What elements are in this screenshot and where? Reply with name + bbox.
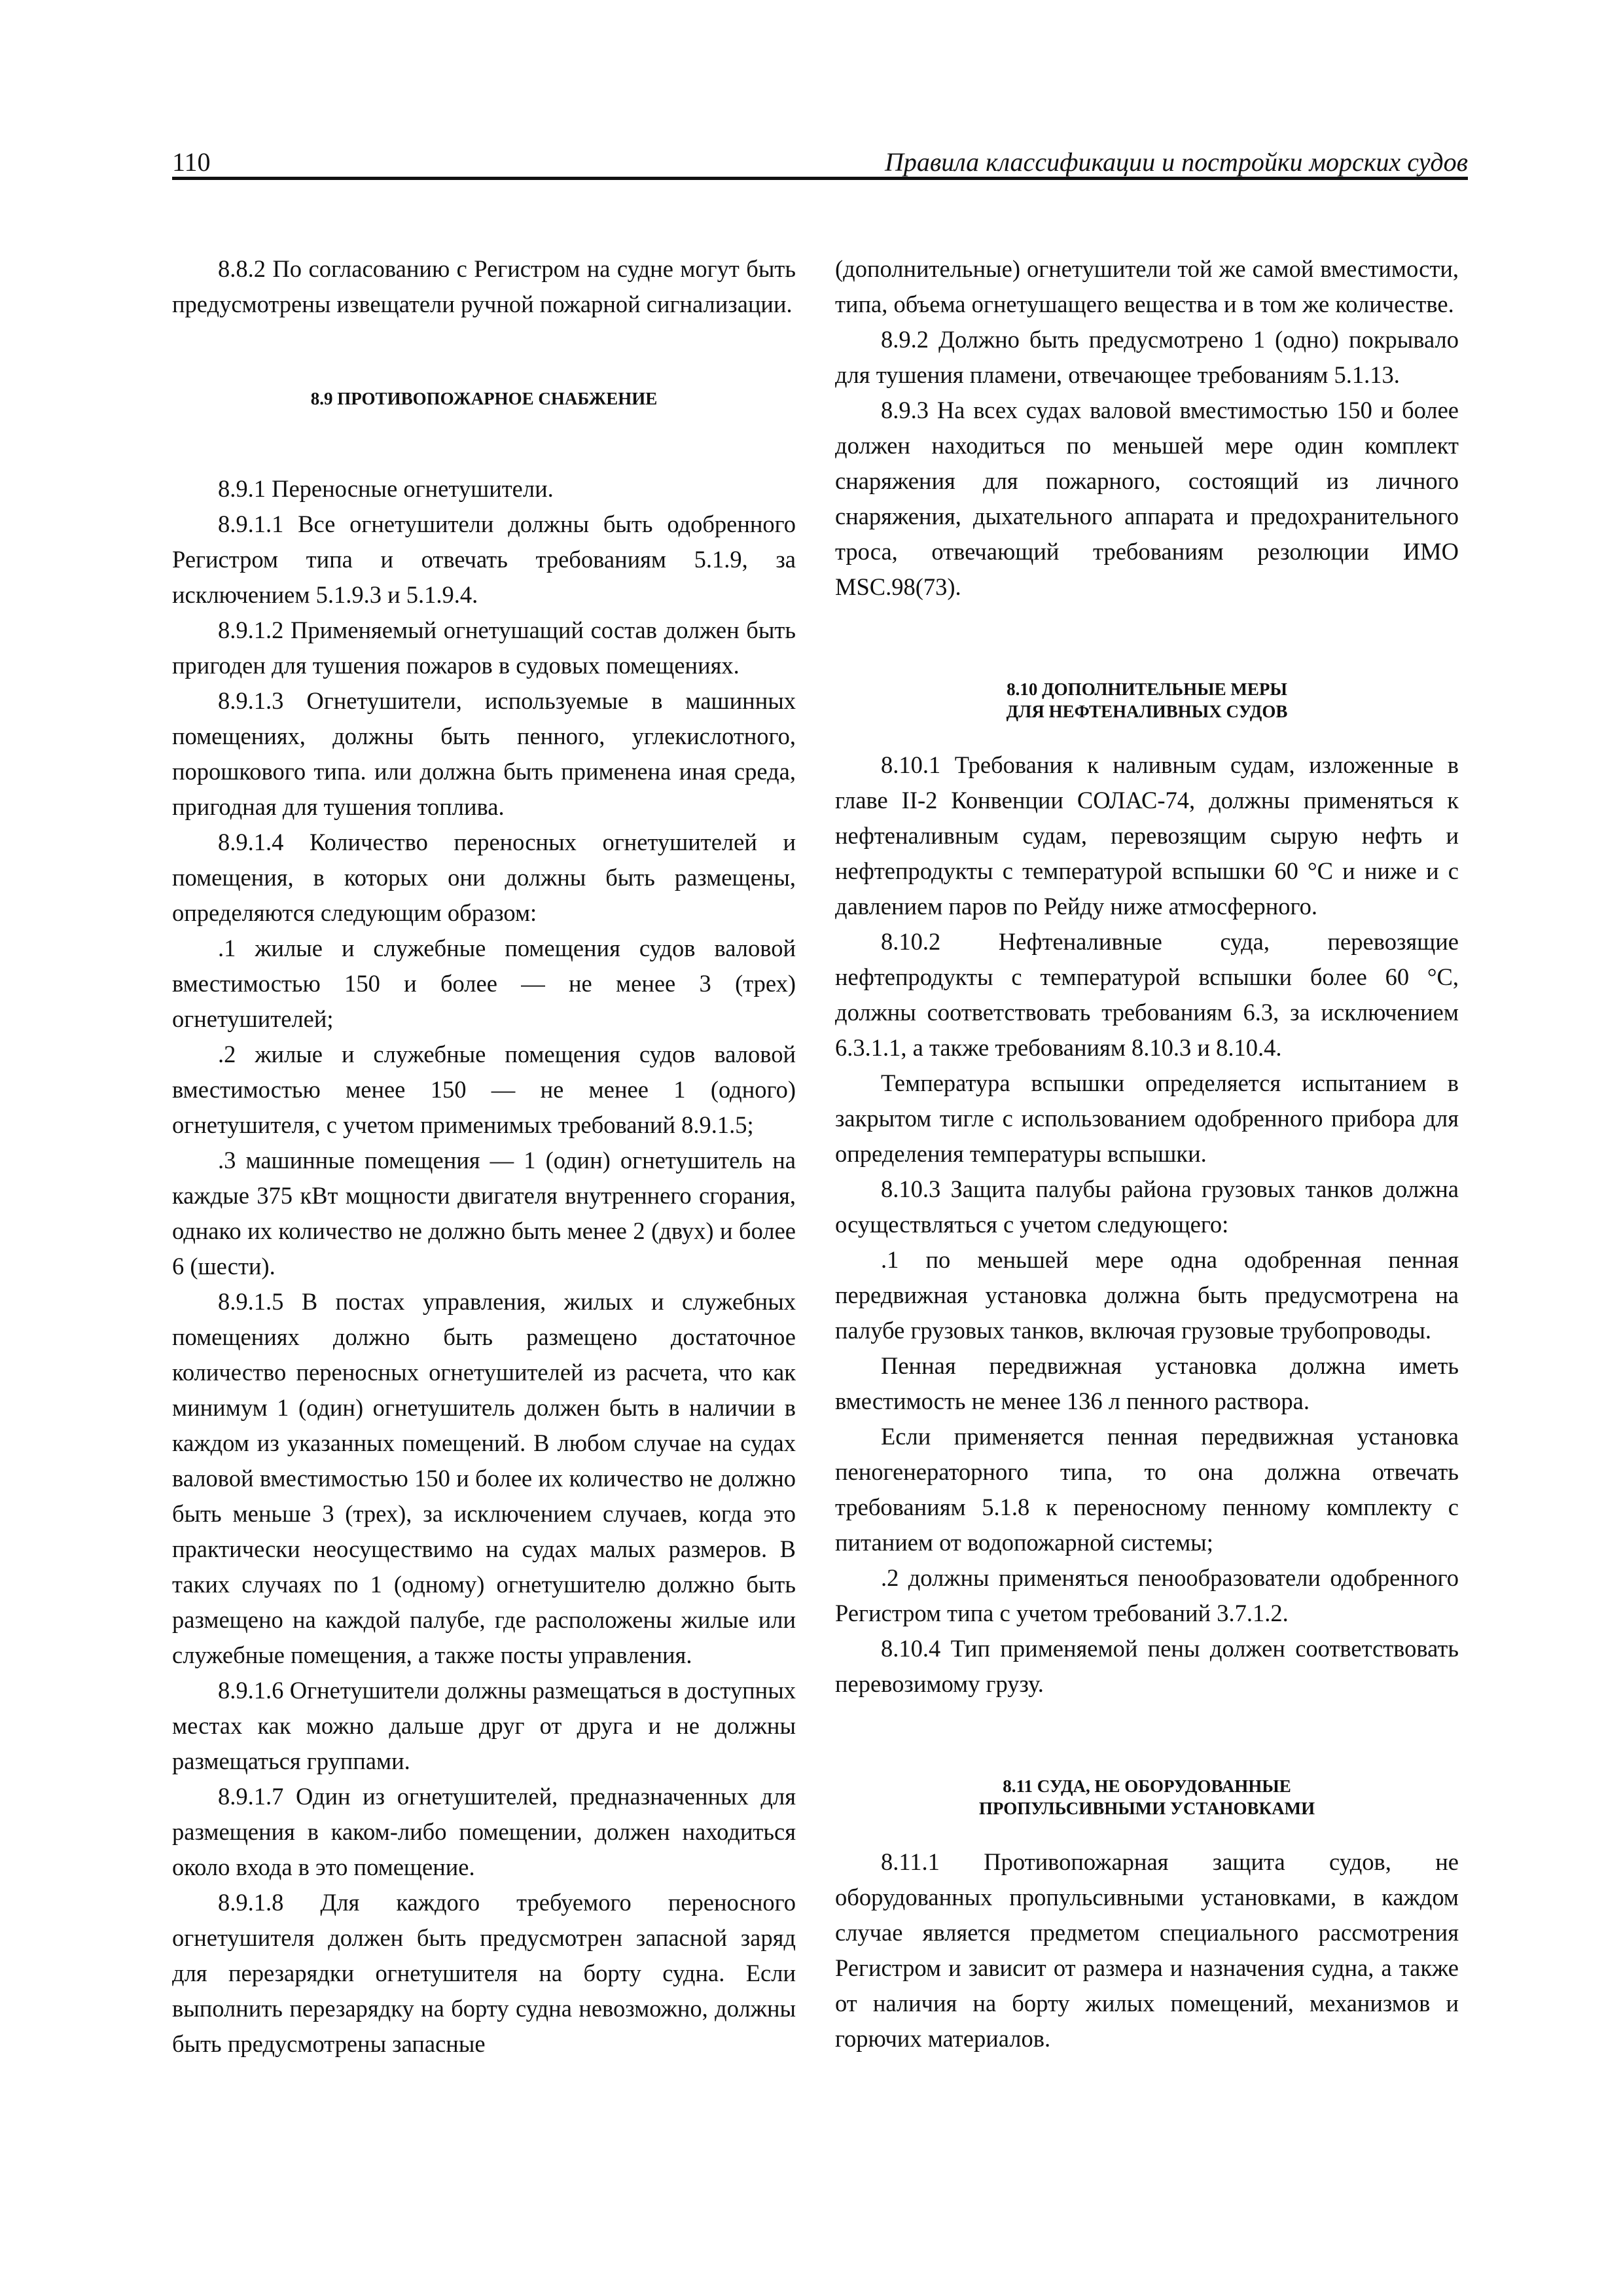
paragraph-flash-point: Температура вспышки определяется испытанием в закрытом тигле с использованием одобренного прибора для определения температуры вспышки. [835,1069,1459,1167]
paragraph-8-9-1-6: 8.9.1.6 Огнетушители должны размещаться в доступных местах как можно дальше друг от друга и не должны размещаться группами. [172,1677,796,1774]
paragraph-8-9-1-4: 8.9.1.4 Количество переносных огнетушителей и помещения, в которых они должны быть размещены, определяются следующим образом: [172,829,796,926]
section-heading-8-10-line1: 8.10 ДОПОЛНИТЕЛЬНЫЕ МЕРЫ [1007,679,1287,699]
paragraph-foam-generator: Если применяется пенная передвижная установка пеногенераторного типа, то она должна отвечать требованиям 5.1.8 к переносному пенному комплекту с питанием от водопожарной системы; [835,1423,1459,1556]
paragraph-8-10-1: 8.10.1 Требования к наливным судам, изложенные в главе II-2 Конвенции СОЛАС-74, должны применяться к нефтеналивным судам, перевозящим сырую нефть и нефтепродукты с температурой вспышки 60 °С и ниже и с давлением паров по Рейду ниже атмосферного. [835,751,1459,920]
header-rule [172,177,1468,180]
paragraph-8-10-3: 8.10.3 Защита палубы района грузовых танков должна осуществляться с учетом следующего: [835,1175,1459,1238]
paragraph-8-9-1-2: 8.9.1.2 Применяемый огнетушащий состав должен быть пригоден для тушения пожаров в судовых помещениях. [172,617,796,679]
list-item-1: .1 жилые и служебные помещения судов валовой вместимостью 150 и более — не менее 3 (трех) огнетушителей; [172,935,796,1032]
paragraph-8-9-2: 8.9.2 Должно быть предусмотрено 1 (одно) покрывало для тушения пламени, отвечающее требованиям 5.1.13. [835,326,1459,388]
section-heading-8-9-text: 8.9 ПРОТИВОПОЖАРНОЕ СНАБЖЕНИЕ [310,389,658,408]
page-number: 110 [172,147,211,177]
paragraph-foam-capacity: Пенная передвижная установка должна иметь вместимость не менее 136 л пенного раствора. [835,1352,1459,1414]
section-heading-8-10-line2: ДЛЯ НЕФТЕНАЛИВНЫХ СУДОВ [1006,702,1288,721]
section-heading-8-11-line1: 8.11 СУДА, НЕ ОБОРУДОВАННЫЕ [1003,1776,1291,1796]
paragraph-8-9-1-3: 8.9.1.3 Огнетушители, используемые в машинных помещениях, должны быть пенного, углекислотного, порошкового типа. или должна быть применена иная среда, пригодная для тушения топлива. [172,687,796,820]
section-heading-8-11 [835,1775,1459,1820]
paragraph-8-9-1-5: 8.9.1.5 В постах управления, жилых и служебных помещениях должно быть размещено достаточное количество переносных огнетушителей из расчета, что как минимум 1 (один) огнетушитель должен быть в наличии в каждом из указанных помещений. В любом случае на судах валовой вместимостью 150 и более их количество не должно быть меньше 3 (трех), за исключением случаев, когда это практически неосуществимо на судах малых размеров. В таких случаях по 1 (одному) огнетушителю должно быть размещено на каждой палубе, где расположены жилые или служебные помещения, а также посты управления. [172,1288,796,1668]
running-title: Правила классификации и постройки морских судов [884,147,1468,177]
paragraph-8-10-4: 8.10.4 Тип применяемой пены должен соответствовать перевозимому грузу. [835,1635,1459,1697]
paragraph-8-9-1-7: 8.9.1.7 Один из огнетушителей, предназначенных для размещения в каком-либо помещении, должен находиться около входа в это помещение. [172,1783,796,1880]
left-column [172,251,796,2062]
list-item-3: .3 машинные помещения — 1 (один) огнетушитель на каждые 375 кВт мощности двигателя внутреннего сгорания, однако их количество не должно быть менее 2 (двух) и более 6 (шести). [172,1147,796,1280]
paragraph-8-9-1-1: 8.9.1.1 Все огнетушители должны быть одобренного Регистром типа и отвечать требованиям 5.1.9, за исключением 5.1.9.3 и 5.1.9.4. [172,511,796,608]
section-heading-8-10 [835,678,1459,723]
list-item-2: .2 жилые и служебные помещения судов валовой вместимостью менее 150 — не менее 1 (одного) огнетушителя, с учетом применимых требований 8.9.1.5; [172,1041,796,1138]
paragraph-8-11-1: 8.11.1 Противопожарная защита судов, не оборудованных пропульсивными установками, в каждом случае является предметом специального рассмотрения Регистром и зависит от размера и назначения судна, а также от наличия на борту жилых помещений, механизмов и горючих материалов. [835,1848,1459,2052]
list-item-r2: .2 должны применяться пенообразователи одобренного Регистром типа с учетом требований 3.7.1.2. [835,1564,1459,1626]
paragraph-8-9-1: 8.9.1 Переносные огнетушители. [218,475,554,502]
paragraph-8-9-1-8: 8.9.1.8 Для каждого требуемого переносного огнетушителя должен быть предусмотрен запасной заряд для перезарядки огнетушителя на борту судна. Если выполнить перезарядку на борту судна невозможно, должны быть предусмотрены запасные [172,1889,796,2057]
paragraph-8-8-2: 8.8.2 По согласованию с Регистром на судне могут быть предусмотрены извещатели ручной пожарной сигнализации. [172,255,796,317]
list-item-r1: .1 по меньшей мере одна одобренная пенная передвижная установка должна быть предусмотрена на палубе грузовых танков, включая грузовые трубопроводы. [835,1246,1459,1344]
right-column [835,251,1459,2056]
section-heading-8-11-line2: ПРОПУЛЬСИВНЫМИ УСТАНОВКАМИ [978,1799,1315,1818]
paragraph-8-9-3: 8.9.3 На всех судах валовой вместимостью 150 и более должен находиться по меньшей мере один комплект снаряжения для пожарного, состоящий из личного снаряжения, дыхательного аппарата и предохранительного троса, отвечающий требованиям резолюции ИМО MSC.98(73). [835,397,1459,600]
paragraph-8-10-2: 8.10.2 Нефтеналивные суда, перевозящие нефтепродукты с температурой вспышки более 60 °С, должны соответствовать требованиям 6.3, за исключением 6.3.1.1, а также требованиям 8.10.3 и 8.10.4. [835,928,1459,1061]
paragraph-continuation: (дополнительные) огнетушители той же самой вместимости, типа, объема огнетушащего вещества и в том же количестве. [835,255,1459,317]
running-header [172,145,1468,179]
section-heading-8-9 [172,387,796,410]
